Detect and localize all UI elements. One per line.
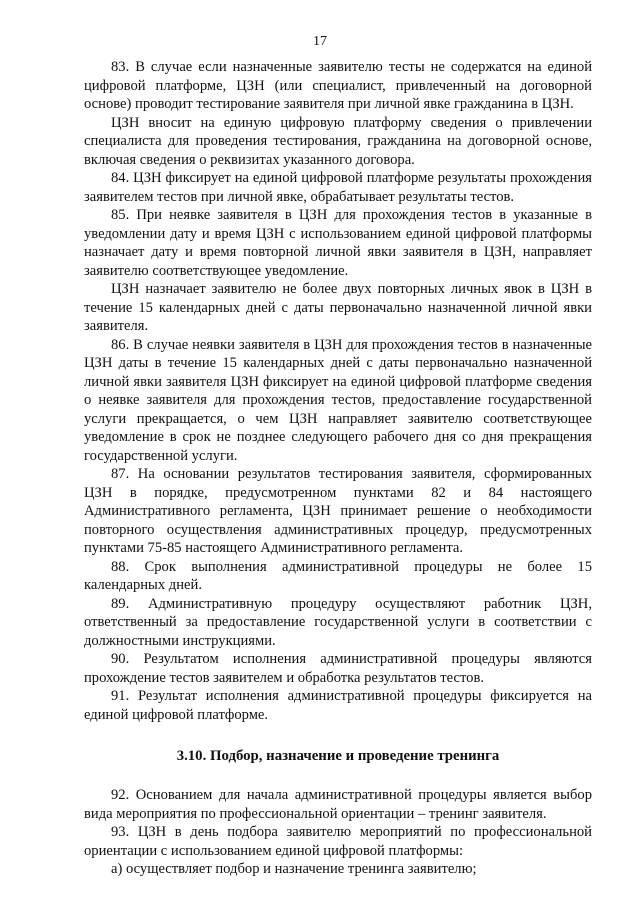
section-heading: 3.10. Подбор, назначение и проведение тренинга xyxy=(176,748,500,764)
document-body xyxy=(84,58,592,879)
paragraph-91: 91. Результат исполнения административной процедуры фиксируется на единой цифровой платформе. xyxy=(84,688,592,723)
paragraph-87: 87. На основании результатов тестирования заявителя, сформированных ЦЗН в порядке, предусмотренном пунктами 82 и 84 настоящего Административного регламента, ЦЗН принимает решение о необходимости повторного осуществления административных процедур, предусмотренных пунктами 75-85 настоящего Административного регламента. xyxy=(84,466,592,556)
paragraph-83-continued: ЦЗН вносит на единую цифровую платформу сведения о привлечении специалиста для проведения тестирования, гражданина на договорной основе, включая сведения о реквизитах указанного договора. xyxy=(84,114,592,168)
paragraph-93: 93. ЦЗН в день подбора заявителю мероприятий по профессиональной ориентации с использованием единой цифровой платформы: xyxy=(84,824,592,859)
paragraph-84: 84. ЦЗН фиксирует на единой цифровой платформе результаты прохождения заявителем тестов при личной явке, обрабатывает результаты тестов. xyxy=(84,170,592,205)
paragraph-86: 86. В случае неявки заявителя в ЦЗН для прохождения тестов в назначенные ЦЗН даты в течение 15 календарных дней с даты первоначально назначенной личной явки заявителя ЦЗН фиксирует на единой цифровой платформе сведения о неявке заявителя для прохождения тестов, предоставление государственной услуги прекращается, о чем ЦЗН направляет заявителю соответствующее уведомление в срок не позднее следующего рабочего дня со дня прекращения государственной услуги. xyxy=(84,336,592,464)
paragraph-90: 90. Результатом исполнения административной процедуры являются прохождение тестов заявителем и обработка результатов тестов. xyxy=(84,651,592,686)
paragraph-88: 88. Срок выполнения административной процедуры не более 15 календарных дней. xyxy=(84,558,592,593)
paragraph-92: 92. Основанием для начала административной процедуры является выбор вида мероприятия по профессиональной ориентации – тренинг заявителя. xyxy=(84,787,592,822)
paragraph-85-continued: ЦЗН назначает заявителю не более двух повторных личных явок в ЦЗН в течение 15 календарных дней с даты первоначально назначенной личной явки заявителя. xyxy=(84,281,592,334)
paragraph-93-item-a: а) осуществляет подбор и назначение тренинга заявителю; xyxy=(111,861,477,877)
paragraph-89: 89. Административную процедуру осуществляют работник ЦЗН, ответственный за предоставление государственной услуги в соответствии с должностными инструкциями. xyxy=(84,595,592,649)
paragraph-83: 83. В случае если назначенные заявителю тесты не содержатся на единой цифровой платформе, ЦЗН (или специалист, привлеченный на договорной основе) проводит тестирование заявителя при личной явке гражданина в ЦЗН. xyxy=(84,59,592,112)
page-number: 17 xyxy=(313,34,327,49)
paragraph-85: 85. При неявке заявителя в ЦЗН для прохождения тестов в указанные в уведомлении дату и время ЦЗН с использованием единой цифровой платформы назначает дату и время повторной личной явки заявителя в ЦЗН, направляет заявителю соответствующее уведомление. xyxy=(84,207,592,279)
